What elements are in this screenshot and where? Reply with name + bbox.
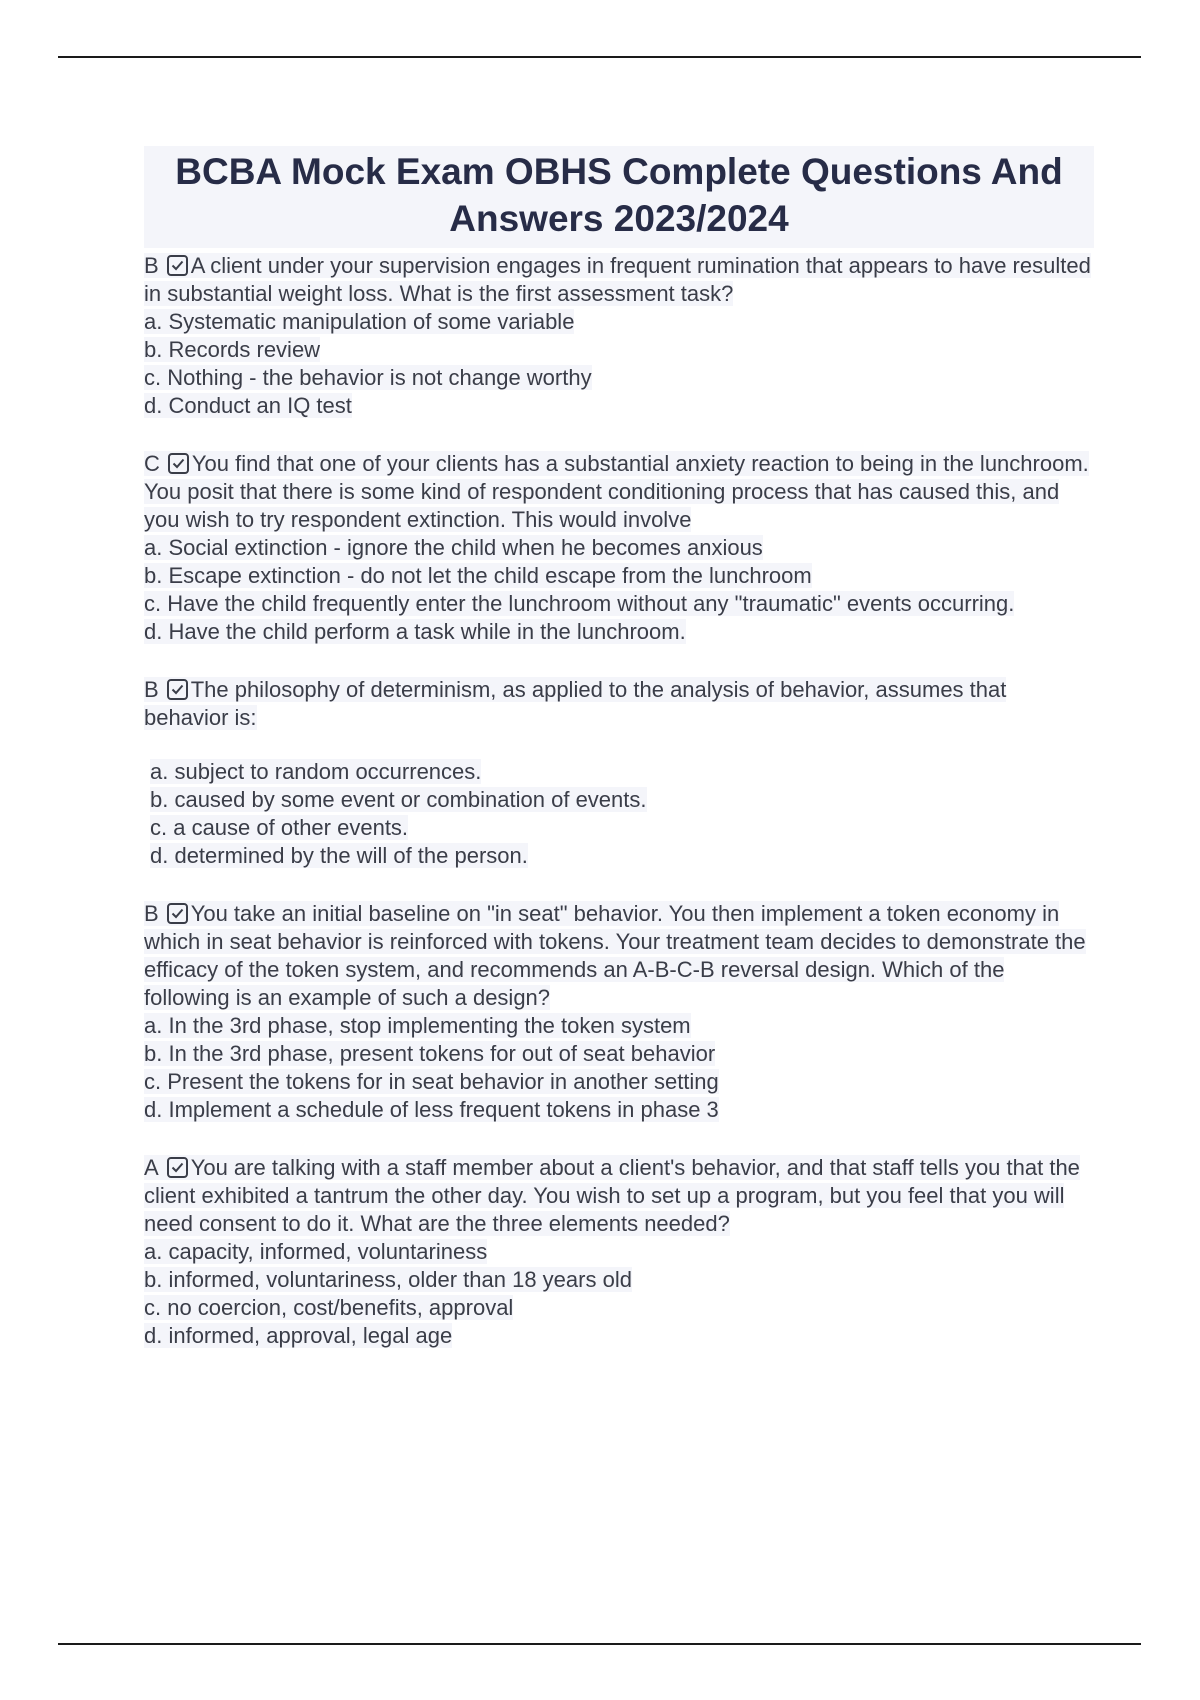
option-c: c. Have the child frequently enter the lunchroom without any "traumatic" events occurring. bbox=[144, 591, 1015, 616]
answer-letter: A bbox=[144, 1155, 159, 1180]
question-stem bbox=[144, 900, 1094, 1012]
answer-letter: B bbox=[144, 253, 159, 278]
question-5 bbox=[144, 1154, 1094, 1350]
answer-letter: B bbox=[144, 901, 159, 926]
checkbox-checked-icon bbox=[167, 1157, 188, 1178]
option-d: d. informed, approval, legal age bbox=[144, 1323, 453, 1348]
answer-letter: C bbox=[144, 451, 160, 476]
option-b: b. Escape extinction - do not let the child escape from the lunchroom bbox=[144, 563, 812, 588]
option-c: c. Nothing - the behavior is not change worthy bbox=[144, 365, 592, 390]
spacer bbox=[144, 732, 1094, 758]
checkbox-checked-icon bbox=[167, 255, 188, 276]
question-text: You are talking with a staff member about a client's behavior, and that staff tells you that the client exhibited a tantrum the other day. You wish to set up a program, but you feel that you will need consent to do it. What are the three elements needed? bbox=[144, 1155, 1080, 1236]
option-d: d. Conduct an IQ test bbox=[144, 393, 352, 418]
question-text: The philosophy of determinism, as applied to the analysis of behavior, assumes that behavior is: bbox=[144, 677, 1007, 730]
question-1 bbox=[144, 252, 1094, 420]
question-4 bbox=[144, 900, 1094, 1124]
checkbox-checked-icon bbox=[168, 453, 189, 474]
question-2 bbox=[144, 450, 1094, 646]
checkbox-checked-icon bbox=[167, 679, 188, 700]
option-b: b. In the 3rd phase, present tokens for out of seat behavior bbox=[144, 1041, 716, 1066]
option-d: d. Implement a schedule of less frequent tokens in phase 3 bbox=[144, 1097, 719, 1122]
question-3 bbox=[144, 676, 1094, 870]
question-text: A client under your supervision engages in frequent rumination that appears to have resulted in substantial weight loss. What is the first assessment task? bbox=[144, 253, 1091, 306]
option-d: d. determined by the will of the person. bbox=[150, 843, 528, 868]
question-stem bbox=[144, 1154, 1094, 1238]
page-title: BCBA Mock Exam OBHS Complete Questions And Answers 2023/2024 bbox=[175, 151, 1063, 239]
option-a: a. Social extinction - ignore the child when he becomes anxious bbox=[144, 535, 763, 560]
options-list bbox=[144, 758, 1094, 870]
question-text: You take an initial baseline on "in seat" behavior. You then implement a token economy in which in seat behavior is reinforced with tokens. Your treatment team decides to demonstrate the efficacy of the token system, and recommends an A-B-C-B reversal design. Which of the following is an example of such a design? bbox=[144, 901, 1086, 1010]
option-b: b. Records review bbox=[144, 337, 321, 362]
question-stem bbox=[144, 252, 1094, 308]
option-a: a. In the 3rd phase, stop implementing the token system bbox=[144, 1013, 691, 1038]
header-rule bbox=[58, 56, 1141, 58]
title-block bbox=[144, 146, 1094, 248]
question-text: You find that one of your clients has a substantial anxiety reaction to being in the lunchroom. You posit that there is some kind of respondent conditioning process that has caused this, and you wish to try respondent extinction. This would involve bbox=[144, 451, 1089, 532]
option-a: a. capacity, informed, voluntariness bbox=[144, 1239, 488, 1264]
option-b: b. informed, voluntariness, older than 18 years old bbox=[144, 1267, 632, 1292]
option-a: a. subject to random occurrences. bbox=[150, 759, 482, 784]
option-c: c. no coercion, cost/benefits, approval bbox=[144, 1295, 514, 1320]
option-a: a. Systematic manipulation of some variable bbox=[144, 309, 575, 334]
option-d: d. Have the child perform a task while in the lunchroom. bbox=[144, 619, 686, 644]
option-b: b. caused by some event or combination of events. bbox=[150, 787, 647, 812]
option-c: c. a cause of other events. bbox=[150, 815, 409, 840]
option-c: c. Present the tokens for in seat behavior in another setting bbox=[144, 1069, 719, 1094]
question-stem bbox=[144, 676, 1094, 732]
question-stem bbox=[144, 450, 1094, 534]
answer-letter: B bbox=[144, 677, 159, 702]
checkbox-checked-icon bbox=[167, 903, 188, 924]
footer-rule bbox=[58, 1643, 1141, 1645]
document-page bbox=[144, 146, 1094, 1380]
